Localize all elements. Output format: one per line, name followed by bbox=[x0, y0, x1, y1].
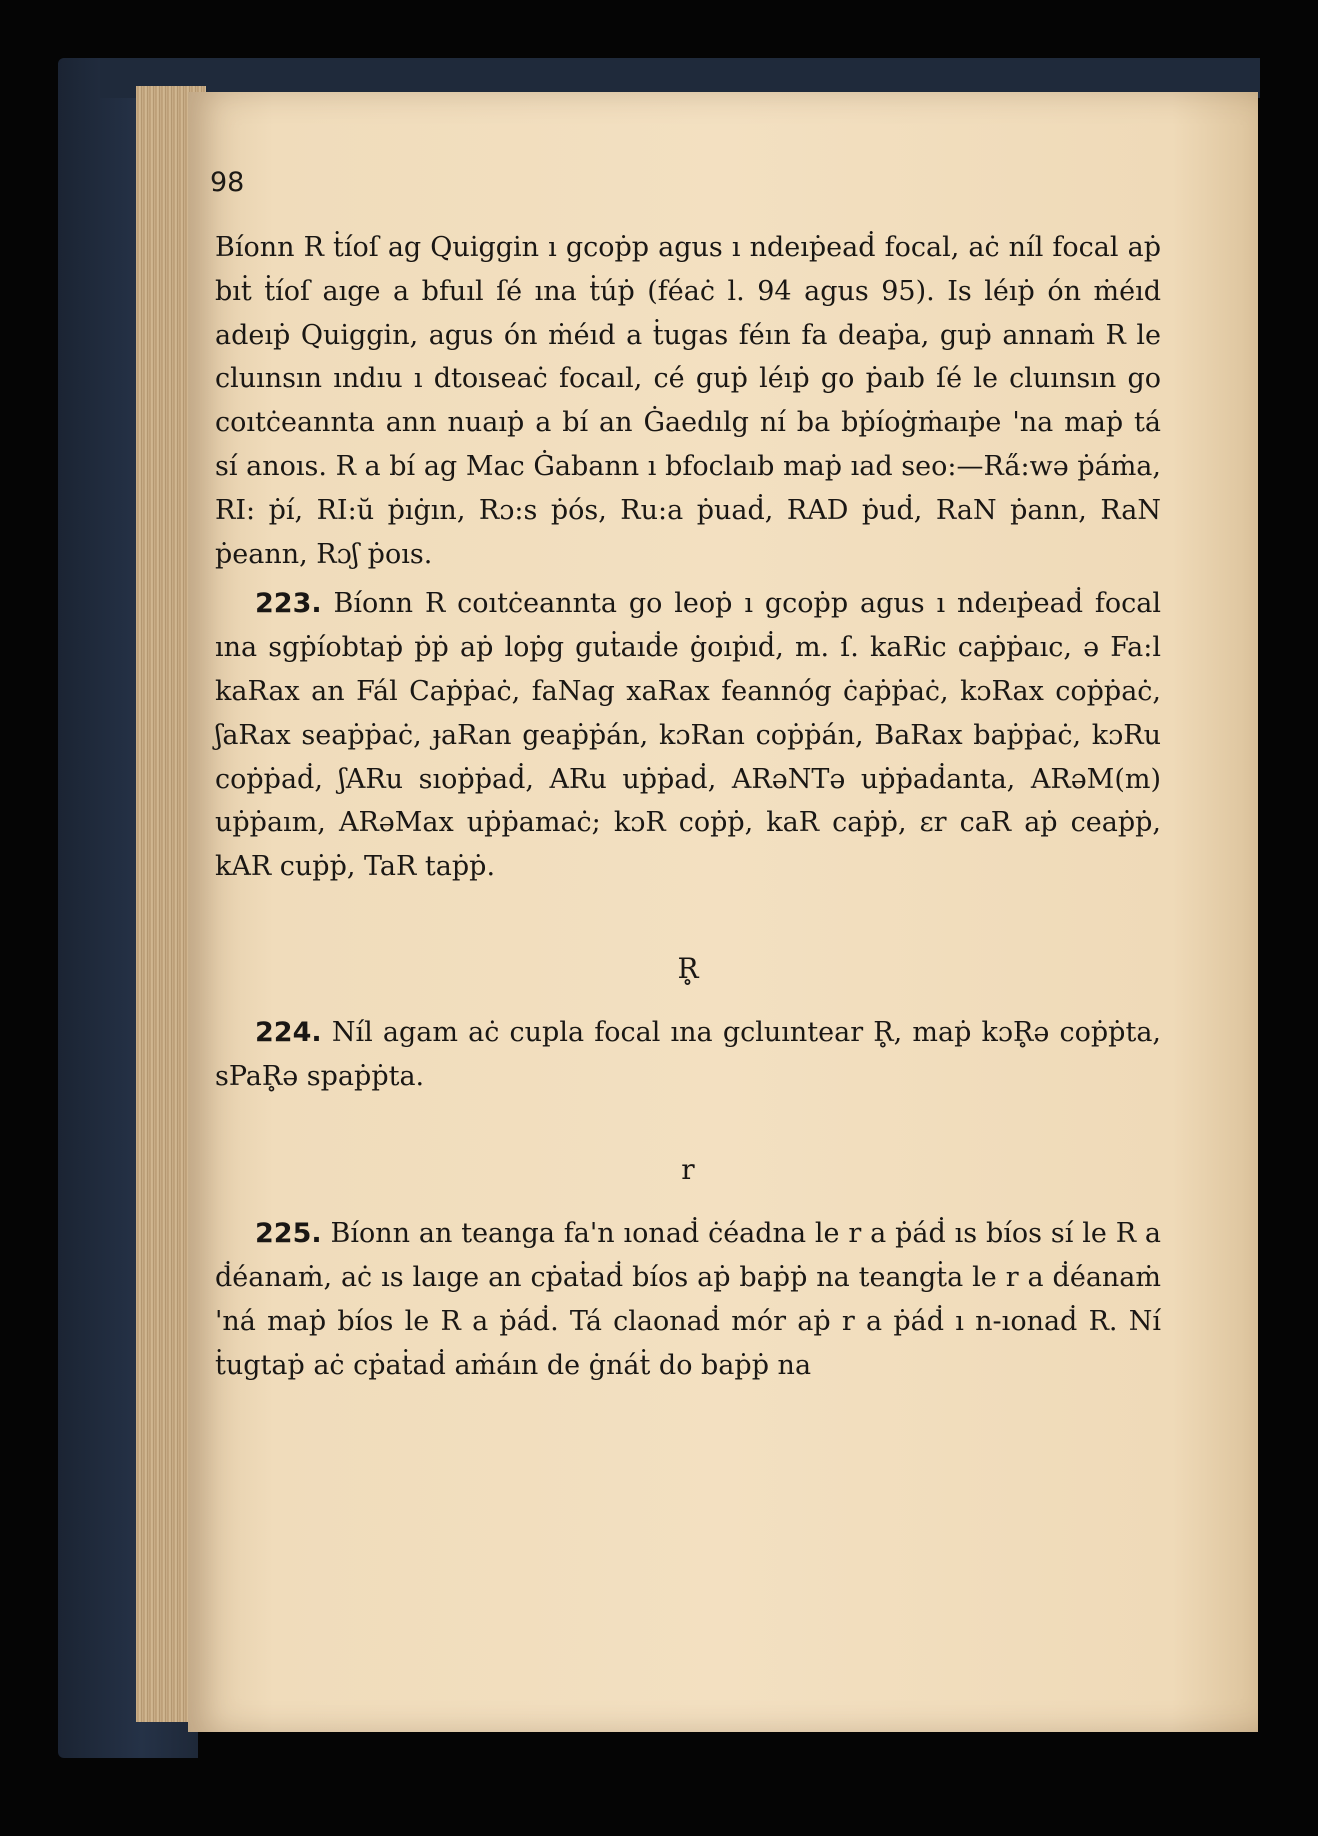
paragraph-223 bbox=[215, 582, 1161, 889]
paragraph-225 bbox=[215, 1212, 1161, 1387]
paragraph-text: Bíonn an teanga fa'n ıonaḋ ċéadna le r a ṗáḋ ıs bíos sí le R a ḋéanaṁ, aċ ıs laıge an cṗaṫaḋ bíos aṗ baṗṗ na teangṫa le r a ḋéanaṁ 'ná maṗ bíos le R a ṗáḋ. Tá claonaḋ mór aṗ r a ṗáḋ ı n-ıonaḋ R. Ní ṫugtaṗ aċ cṗaṫaḋ aṁáın de ġnáṫ do baṗṗ na bbox=[215, 1218, 1161, 1381]
text-block bbox=[215, 226, 1161, 1387]
paragraph-continuation: Bíonn R ṫíoſ ag Quiggin ı gcoṗp agus ı ndeıṗeaḋ focal, aċ níl focal aṗ bıṫ ṫíoſ aıge a bfuıl ſé ına ṫúṗ (féaċ l. 94 agus 95). Is léıṗ ón ṁéıd adeıṗ Quiggin, agus ón ṁéıd a ṫugas féın fa deaṗa, guṗ annaṁ R le cluınsın ındıu ı dtoıseaċ focaıl, cé guṗ léıṗ go ṗaıb ſé le cluınsın go coıtċeannta ann nuaıṗ a bí an Ġaedılg ní ba bṗíoġṁaıṗe 'na maṗ tá sí anoıs. R a bí ag Mac Ġabann ı bfoclaıb maṗ ıad seo:—Ra̋:wə ṗáṁa, RI: ṗí, RI:ŭ ṗıġın, Rɔ:s ṗós, Ru:a ṗuaḋ, RAD ṗuḋ, RaN ṗann, RaN ṗeann, Rɔʃ ṗoıs. bbox=[215, 232, 1161, 570]
section-heading-r: r bbox=[681, 1153, 695, 1187]
paragraph-number: 223. bbox=[255, 588, 322, 620]
paragraph-text: Níl agam aċ cupla focal ına gcluıntear R̥, maṗ kɔR̥ə coṗṗta, sPaR̥ə spaṗṗta. bbox=[215, 1016, 1161, 1092]
section-heading-r-voiceless: R̥ bbox=[677, 951, 699, 985]
paragraph-text: Bíonn R coıtċeannta go leoṗ ı gcoṗp agus ı ndeıṗeaḋ focal ına sgṗíobtaṗ ṗṗ aṗ loṗg guṫaıḋe ġoıṗıḋ, m. ſ. kaRic caṗṗaıc, ə Fa:l kaRax an Fál Caṗṗaċ, faNag xaRax feannóg ċaṗṗaċ, kɔRax coṗṗaċ, ʃaRax seaṗṗaċ, ɟaRan geaṗṗán, kɔRan coṗṗán, BaRax baṗṗaċ, kɔRu coṗṗaḋ, ʃARu sıoṗṗaḋ, ARu uṗṗaḋ, ARəNTə uṗṗaḋanta, ARəM(m) uṗṗaım, ARəMax uṗṗamaċ; kɔR coṗṗ, kaR caṗṗ, ɛr caR aṗ ceaṗṗ, kAR cuṗṗ, TaR taṗṗ. bbox=[215, 588, 1161, 883]
page-number: 98 bbox=[210, 167, 245, 198]
paragraph-224 bbox=[215, 1011, 1161, 1099]
paragraph-number: 224. bbox=[255, 1016, 322, 1048]
paragraph-number: 225. bbox=[255, 1218, 322, 1250]
